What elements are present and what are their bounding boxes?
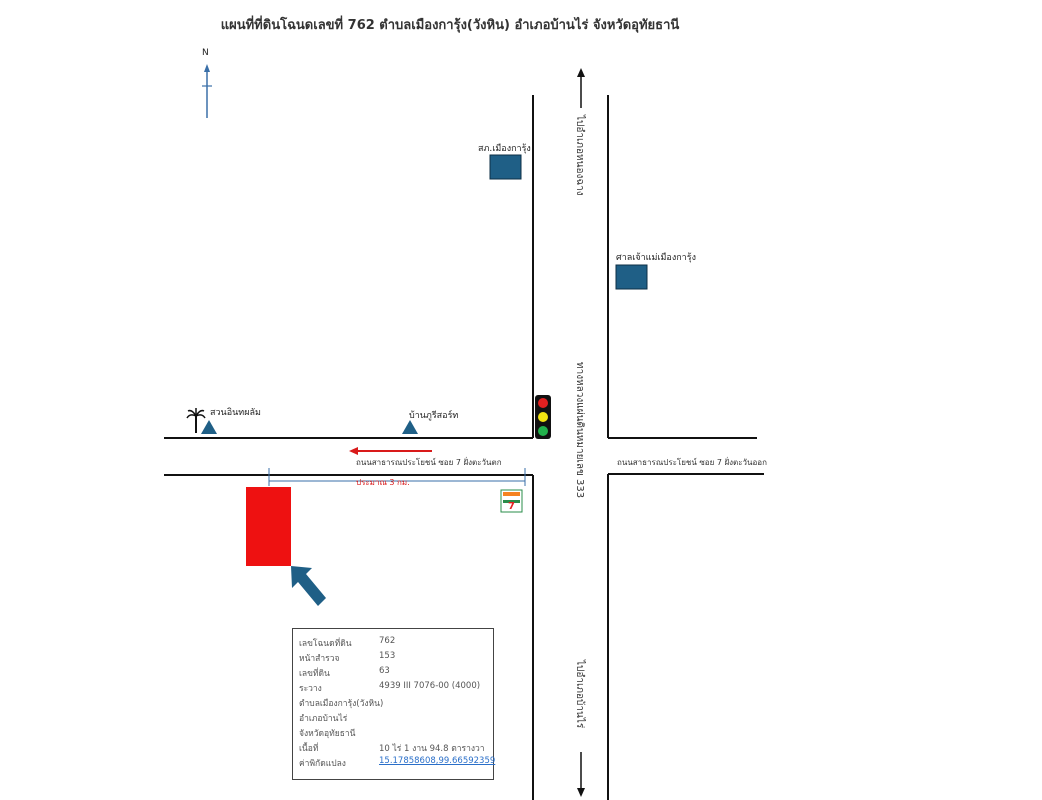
garden-marker-icon (201, 420, 217, 434)
shrine-building (616, 265, 647, 289)
west-direction-arrow-icon (349, 447, 432, 455)
highway-label: ทางหลวงแผ่นดินหมายเลข 333 (574, 362, 585, 499)
east-road-label: ถนนสาธารณประโยชน์ ซอย 7 ฝั่งตะวันออก (617, 458, 767, 467)
down-arrow-icon (577, 752, 585, 797)
traffic-light-icon (535, 395, 551, 439)
police-station-label: สภ.เมืองการุ้ง (478, 144, 531, 154)
info-label-survey: หน้าสำรวจ (299, 654, 340, 664)
resort-marker-icon (402, 420, 418, 434)
seven-eleven-logo (501, 490, 522, 512)
info-label-land-no: เลขที่ดิน (299, 669, 330, 679)
info-label-area: เนื้อที่ (299, 744, 319, 754)
info-label-deed: เลขโฉนดที่ดิน (299, 639, 352, 649)
up-arrow-icon (577, 68, 585, 108)
resort-label: บ้านภูรีสอร์ท (409, 411, 459, 421)
pointer-arrow-icon (291, 566, 326, 606)
garden-label: สวนอินทผลัม (210, 408, 261, 418)
land-plot (246, 487, 291, 566)
coordinate-link[interactable]: 15.17858608,99.66592359 (379, 756, 496, 766)
palm-tree-icon (187, 408, 205, 433)
svg-text:7: 7 (508, 501, 515, 512)
shrine-label: ศาลเจ้าแม่เมืองการุ้ง (616, 253, 696, 263)
info-value-area: 10 ไร่ 1 งาน 94.8 ตารางวา (379, 744, 485, 754)
info-label-subdistrict: ตำบลเมืองการุ้ง(วังหิน) (299, 699, 384, 709)
info-label-province: จังหวัดอุทัยธานี (299, 729, 356, 739)
info-label-sheet: ระวาง (299, 684, 322, 694)
info-label-district: อำเภอบ้านไร่ (299, 714, 348, 724)
north-label: N (202, 48, 209, 58)
land-info-box (292, 628, 494, 780)
west-road-label: ถนนสาธารณประโยชน์ ซอย 7 ฝั่งตะวันตก (356, 458, 502, 467)
info-value-sheet: 4939 III 7076-00 (4000) (379, 681, 481, 691)
distance-label: ประมาณ 3 กม. (356, 478, 410, 487)
info-value-land-no: 63 (379, 666, 390, 676)
map-title: แผนที่ที่ดินโฉนดเลขที่ 762 ตำบลเมืองการุ้ง(วังหิน) อำเภอบ้านไร่ จังหวัดอุทัยธานี (220, 18, 680, 33)
to-north-label: ไปอำเภอหนองฉาง (574, 115, 585, 196)
info-label-coord: ค่าพิกัดแปลง (299, 759, 346, 769)
to-south-label: ไปอำเภอบ้านไร่ (574, 660, 585, 729)
info-value-survey: 153 (379, 651, 396, 661)
north-arrow-icon (202, 64, 212, 118)
police-station-building (490, 155, 521, 179)
info-value-deed: 762 (379, 636, 396, 646)
